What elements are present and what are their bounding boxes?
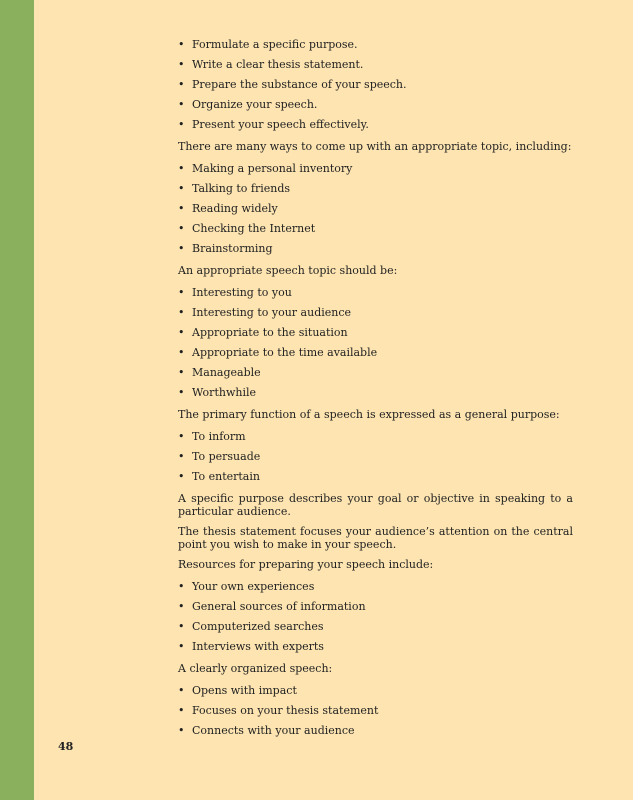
organized-speech-list	[178, 682, 573, 742]
list-item: • To persuade	[178, 448, 573, 468]
list-item: • Interviews with experts	[178, 638, 573, 658]
page-content	[178, 36, 573, 742]
topic-criteria-list	[178, 284, 573, 404]
paragraph-specific-purpose: A specific purpose describes your goal or objective in speaking to a particular audience.	[178, 492, 573, 518]
list-item: • Appropriate to the time available	[178, 344, 573, 364]
list-item: • Computerized searches	[178, 618, 573, 638]
list-item: • Connects with your audience	[178, 722, 573, 742]
resources-list	[178, 578, 573, 658]
list-item: • Present your speech effectively.	[178, 116, 573, 136]
list-item: • Write a clear thesis statement.	[178, 56, 573, 76]
paragraph-resources: Resources for preparing your speech include:	[178, 558, 434, 571]
topic-ways-list	[178, 160, 573, 260]
list-item: • Making a personal inventory	[178, 160, 573, 180]
list-item: • Brainstorming	[178, 240, 573, 260]
paragraph-topic-ways: There are many ways to come up with an appropriate topic, including:	[178, 140, 572, 153]
list-item: • Prepare the substance of your speech.	[178, 76, 573, 96]
list-item: • Manageable	[178, 364, 573, 384]
steps-list	[178, 36, 573, 136]
paragraph-thesis-statement: The thesis statement focuses your audience’s attention on the central point you wish to make in your speech.	[178, 525, 573, 551]
list-item: • Appropriate to the situation	[178, 324, 573, 344]
general-purpose-list	[178, 428, 573, 488]
list-item: • Interesting to your audience	[178, 304, 573, 324]
list-item: • To entertain	[178, 468, 573, 488]
list-item: • Formulate a specific purpose.	[178, 36, 573, 56]
list-item: • Reading widely	[178, 200, 573, 220]
left-color-band	[0, 0, 34, 800]
list-item: • Talking to friends	[178, 180, 573, 200]
list-item: • Your own experiences	[178, 578, 573, 598]
paragraph-topic-should: An appropriate speech topic should be:	[178, 264, 398, 277]
list-item: • Organize your speech.	[178, 96, 573, 116]
list-item: • To inform	[178, 428, 573, 448]
paragraph-organized-speech: A clearly organized speech:	[178, 662, 333, 675]
paragraph-general-purpose: The primary function of a speech is expressed as a general purpose:	[178, 408, 560, 421]
list-item: • Worthwhile	[178, 384, 573, 404]
list-item: • Interesting to you	[178, 284, 573, 304]
list-item: • Focuses on your thesis statement	[178, 702, 573, 722]
list-item: • Opens with impact	[178, 682, 573, 702]
list-item: • Checking the Internet	[178, 220, 573, 240]
list-item: • General sources of information	[178, 598, 573, 618]
page-number: 48	[58, 740, 74, 753]
